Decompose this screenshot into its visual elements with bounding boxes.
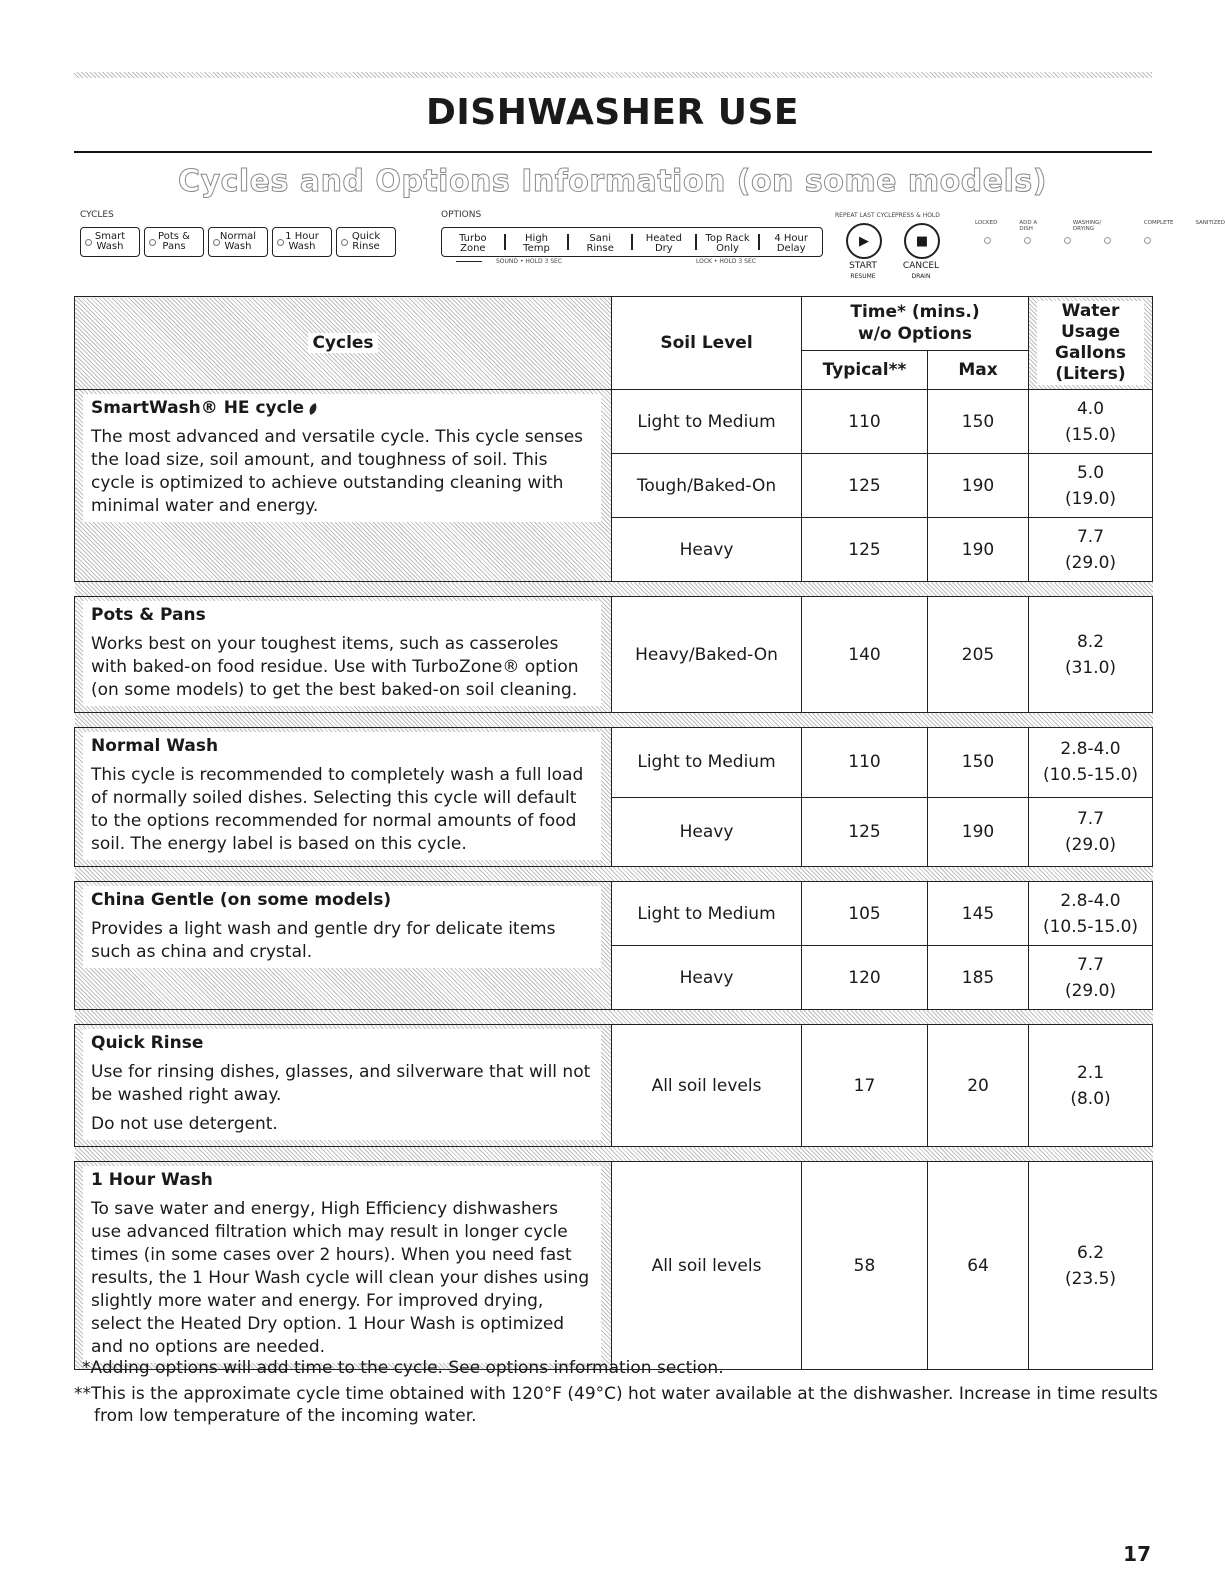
panel-option-turbo-zone: Turbo Zone <box>459 233 487 254</box>
start-play-icon: ▶ <box>846 223 882 259</box>
cycle-china-gentle <box>75 882 612 1010</box>
cycle-1-hour-wash <box>75 1162 612 1370</box>
soil-level: Heavy/Baked-On <box>612 597 802 713</box>
panel-option-sani-rinse: Sani Rinse <box>567 234 631 250</box>
indicator-add-a-dish: ADD A DISH <box>1019 220 1038 232</box>
time-typical: 125 <box>802 518 928 582</box>
cycle-normal-wash <box>75 728 612 867</box>
page-title: DISHWASHER USE <box>426 92 799 133</box>
table-row <box>75 728 1153 798</box>
time-typical: 125 <box>802 797 928 867</box>
cycle-name: China Gentle (on some models) <box>91 890 392 910</box>
cycle-description: Use for rinsing dishes, glasses, and silverware that will not be washed right away. <box>91 1062 591 1105</box>
panel-button-pots-pans: Pots & Pans <box>144 227 204 257</box>
water-usage: 7.7 (29.0) <box>1029 946 1153 1010</box>
panel-button-normal-wash: Normal Wash <box>208 227 268 257</box>
time-max: 190 <box>928 797 1029 867</box>
time-typical: 105 <box>802 882 928 946</box>
cycle-name: Quick Rinse <box>91 1033 204 1053</box>
header-cycles: Cycles <box>75 297 612 390</box>
indicator-washing-drying: WASHING/ DRYING <box>1072 220 1102 232</box>
time-typical: 125 <box>802 454 928 518</box>
cancel-stop-icon: ■ <box>904 223 940 259</box>
indicator-complete: COMPLETE <box>1143 220 1174 226</box>
table-row <box>75 597 1153 713</box>
indicator-lights <box>984 237 1151 244</box>
indicator-sanitized: SANITIZED <box>1195 220 1225 226</box>
time-typical: 58 <box>802 1162 928 1370</box>
header-max: Max <box>928 350 1029 389</box>
title-rule <box>74 151 1152 153</box>
indicator-locked: LOCKED <box>975 220 998 226</box>
cancel-label: CANCEL DRAIN <box>902 261 940 280</box>
cycle-name: 1 Hour Wash <box>91 1170 213 1190</box>
panel-button-1-hour-wash: 1 Hour Wash <box>272 227 332 257</box>
soil-level: Heavy <box>612 518 802 582</box>
soil-level: Heavy <box>612 946 802 1010</box>
water-usage: 2.8-4.0 (10.5-15.0) <box>1029 882 1153 946</box>
header-water-usage: Water Usage Gallons (Liters) <box>1029 297 1153 390</box>
cycle-smartwash <box>75 390 612 582</box>
cycles-label: CYCLES <box>80 210 114 220</box>
cycle-description: Provides a light wash and gentle dry for delicate items such as china and crystal. <box>91 919 556 962</box>
time-max: 145 <box>928 882 1029 946</box>
cycle-description: Works best on your toughest items, such as casseroles with baked-on food residue. Use with TurboZone® option (on some models) to get the best baked-on soil cleaning. <box>91 634 579 700</box>
soil-level: All soil levels <box>612 1162 802 1370</box>
time-typical: 17 <box>802 1025 928 1147</box>
panel-button-smart-wash: Smart Wash <box>80 227 140 257</box>
status-indicators <box>975 220 1225 232</box>
soil-level: Tough/Baked-On <box>612 454 802 518</box>
time-max: 205 <box>928 597 1029 713</box>
time-max: 185 <box>928 946 1029 1010</box>
page-number: 17 <box>1123 1542 1151 1566</box>
water-usage: 2.1 (8.0) <box>1029 1025 1153 1147</box>
cycle-description: This cycle is recommended to completely wash a full load of normally soiled dishes. Selecting this cycle will default to the options recommended for normal amounts of food soil. The energy label is based on this cycle. <box>91 765 584 854</box>
cycles-table <box>74 296 1153 1370</box>
footnote-options-time: *Adding options will add time to the cycle. See options information section. <box>82 1358 724 1378</box>
leaf-icon <box>307 403 320 415</box>
water-usage: 7.7 (29.0) <box>1029 797 1153 867</box>
cycle-name: Normal Wash <box>91 736 219 756</box>
water-usage: 5.0 (19.0) <box>1029 454 1153 518</box>
time-max: 190 <box>928 454 1029 518</box>
cycle-description: The most advanced and versatile cycle. This cycle senses the load size, soil amount, and toughness of soil. This cycle is optimized to achieve outstanding cleaning with minimal water and energy. <box>91 427 584 516</box>
footnote-cycle-time: **This is the approximate cycle time obtained with 120°F (49°C) hot water available at the dishwasher. Increase in time results from low temperature of the incoming water. <box>74 1384 1158 1426</box>
repeat-hint: REPEAT LAST CYCLE <box>835 212 896 219</box>
time-typical: 110 <box>802 728 928 798</box>
lock-hint: LOCK • HOLD 3 SEC <box>696 258 756 265</box>
water-usage: 8.2 (31.0) <box>1029 597 1153 713</box>
start-label: START RESUME <box>849 261 877 280</box>
panel-option-4-hour-delay: 4 Hour Delay <box>758 234 822 250</box>
time-max: 190 <box>928 518 1029 582</box>
panel-option-high-temp: High Temp <box>504 234 568 250</box>
soil-level: Heavy <box>612 797 802 867</box>
header-soil-level: Soil Level <box>612 297 802 390</box>
water-usage: 4.0 (15.0) <box>1029 390 1153 454</box>
soil-level: Light to Medium <box>612 728 802 798</box>
table-row <box>75 1162 1153 1370</box>
cycle-name: Pots & Pans <box>91 605 206 625</box>
time-max: 150 <box>928 728 1029 798</box>
water-usage: 7.7 (29.0) <box>1029 518 1153 582</box>
sound-hint: SOUND • HOLD 3 SEC <box>456 258 562 265</box>
time-max: 150 <box>928 390 1029 454</box>
table-row <box>75 1025 1153 1147</box>
time-max: 64 <box>928 1162 1029 1370</box>
header-typical: Typical** <box>802 350 928 389</box>
soil-level: Light to Medium <box>612 882 802 946</box>
panel-option-heated-dry: Heated Dry <box>631 234 695 250</box>
cycle-pots-pans <box>75 597 612 713</box>
water-usage: 2.8-4.0 (10.5-15.0) <box>1029 728 1153 798</box>
header-time: Time* (mins.) w/o Options <box>802 297 1029 351</box>
section-subtitle: Cycles and Options Information (on some models) <box>178 164 1047 199</box>
water-usage: 6.2 (23.5) <box>1029 1162 1153 1370</box>
soil-level: All soil levels <box>612 1025 802 1147</box>
panel-button-quick-rinse: Quick Rinse <box>336 227 396 257</box>
soil-level: Light to Medium <box>612 390 802 454</box>
cycle-description: To save water and energy, High Efficiency dishwashers use advanced filtration which may result in longer cycle times (in some cases over 2 hours). When you need fast results, the 1 Hour Wash cycle will clean your dishes using slightly more water and energy. For improved drying, select the Heated Dry option. 1 Hour Wash is optimized and no options are needed. <box>91 1199 590 1357</box>
press-hold-hint: PRESS & HOLD <box>895 212 940 219</box>
time-typical: 120 <box>802 946 928 1010</box>
time-typical: 110 <box>802 390 928 454</box>
time-typical: 140 <box>802 597 928 713</box>
cycle-name: SmartWash® HE cycle <box>91 398 593 418</box>
cycle-buttons <box>80 227 396 257</box>
table-row <box>75 882 1153 946</box>
top-hatch-band <box>74 72 1152 78</box>
cycle-note: Do not use detergent. <box>91 1114 278 1134</box>
table-row <box>75 390 1153 454</box>
options-label: OPTIONS <box>441 210 482 220</box>
option-buttons <box>441 227 823 257</box>
cycle-quick-rinse <box>75 1025 612 1147</box>
panel-option-top-rack-only: Top Rack Only <box>695 234 759 250</box>
time-max: 20 <box>928 1025 1029 1147</box>
